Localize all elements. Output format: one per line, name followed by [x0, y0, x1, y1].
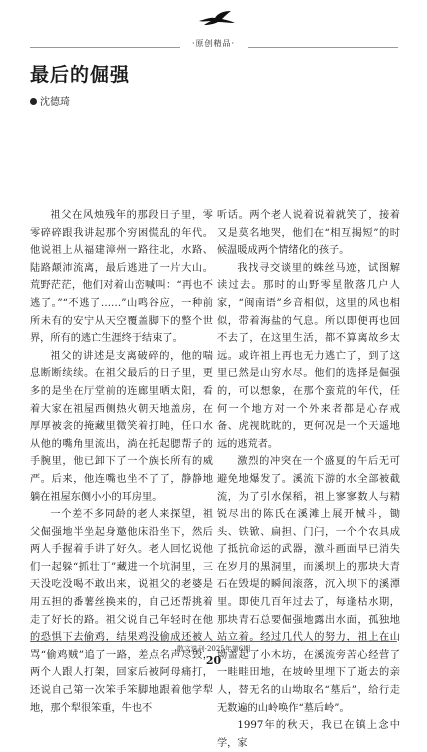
- author-name: 沈德琦: [40, 97, 70, 108]
- paragraph: 一个差不多同龄的老人来探望，祖父倔强地半坐起身邀他床沿坐下，然后两人手握着手讲了好久。老人回忆说他们一起躲“抓壮丁”藏进一个坑洞里，三天没吃没喝不敢出来，说祖父的老婆是用五担的番薯丝换来的，自己还帮挑着走了好长的路。祖父说自己年轻时在他的恐惧下去偷鸡，结果鸡没偷成还被人骂“偷鸡贼”追了一路，差点名声尽毁，两个人跟人打架，回家后被阿母痛打，还说自己第一次笨手笨脚地跟着他学犁地，那个犁很笨重，牛也不: [30, 509, 213, 714]
- bullet-icon: [30, 98, 37, 105]
- paragraph: 听话。两个老人说着说着就笑了，接着又是莫名地哭，他们在“相互揭短”的时候温暖成两个情绪化的孩子。: [217, 210, 400, 257]
- footer-rule: [30, 641, 397, 642]
- page-header: [0, 0, 427, 60]
- page-number: 20: [205, 654, 222, 667]
- column-badge: ·原创精品·: [191, 39, 236, 48]
- flying-bird-icon: [198, 10, 236, 28]
- author-byline: [30, 93, 70, 108]
- paragraph: 激烈的冲突在一个盛夏的午后无可避免地爆发了。溪流下游的水全部被截流，为了引水保稻，祖上寥寥数人与精锐尽出的陈氏在溪滩上展开械斗，锄头、铁锨、扁担、门闩，一个个农具成了抵抗命运的武器，激斗画面早已消失在岁月的黑洞里，而溪坝上的那块大青石在毁堤的瞬间滚落，沉入坝下的溪潭里。即使几百年过去了，每逢枯水期，那块青石总要倔强地露出水面，孤独地站立着。经过几代人的努力，祖上在山坳盖起了小木坊，在溪流旁苦心经营了一畦畦田地，在坡岭里埋下了逝去的亲人，替无名的山坳取名“墓后”，给行走无数遍的山岭唤作“墓后岭”。: [217, 456, 400, 714]
- body-column-right: [217, 207, 400, 752]
- paragraph: 祖父的讲述是支离破碎的，他的喘息断断续续。在祖父最后的日子里，更多的是坐在厅堂前的连廊里晒太阳，看着大家在祖屋西侧热火朝天地盖房，在厚厚被衾的掩藏里微笑着打盹，任口水从他的嘴角里流出，淌在托起腮帮子的手腕里，他已卸下了一个族长所有的威严。后来，他连嘴也坐不了了，静静地躺在祖屋东侧小小的耳房里。: [30, 350, 213, 503]
- article-title: 最后的倔强: [30, 64, 131, 86]
- paragraph: 1997年的秋天，我已在镇上念中学，家: [217, 720, 400, 749]
- magazine-issue: 散文选刊·2025年第6期: [176, 645, 251, 653]
- paragraph: 我找寻交谈里的蛛丝马迹，试图解读过去。那时的山野零星散落几户人家，“闽南语”乡音相似，这里的风也相似，带着海盐的气息。所以即便再也回不去了，在这里生活，都不算离故乡太远。或许祖上再也无力逃亡了，到了这里已然是山穷水尽。他们的选择是倔强的，可以想象，在那个蛮荒的年代，任何一个地方对一个外来者都是心存戒备、虎视眈眈的，更何况是一个天遥地远的逃荒者。: [217, 262, 400, 450]
- paragraph: 祖父在风烛残年的那段日子里，零零碎碎跟我讲起那个穷困慌乱的年代。他说祖上从福建漳州一路往北，水路、陆路颠沛流离，最后逃进了一片大山。荒野茫茫，他们对着山峦喊叫：“再也不逃了。”“不逃了……”山鸣谷应，一种前所未有的安宁从天空覆盖脚下的整个世界，所有的逃亡生涯终于结束了。: [30, 210, 213, 345]
- header-rule-right: [248, 47, 398, 48]
